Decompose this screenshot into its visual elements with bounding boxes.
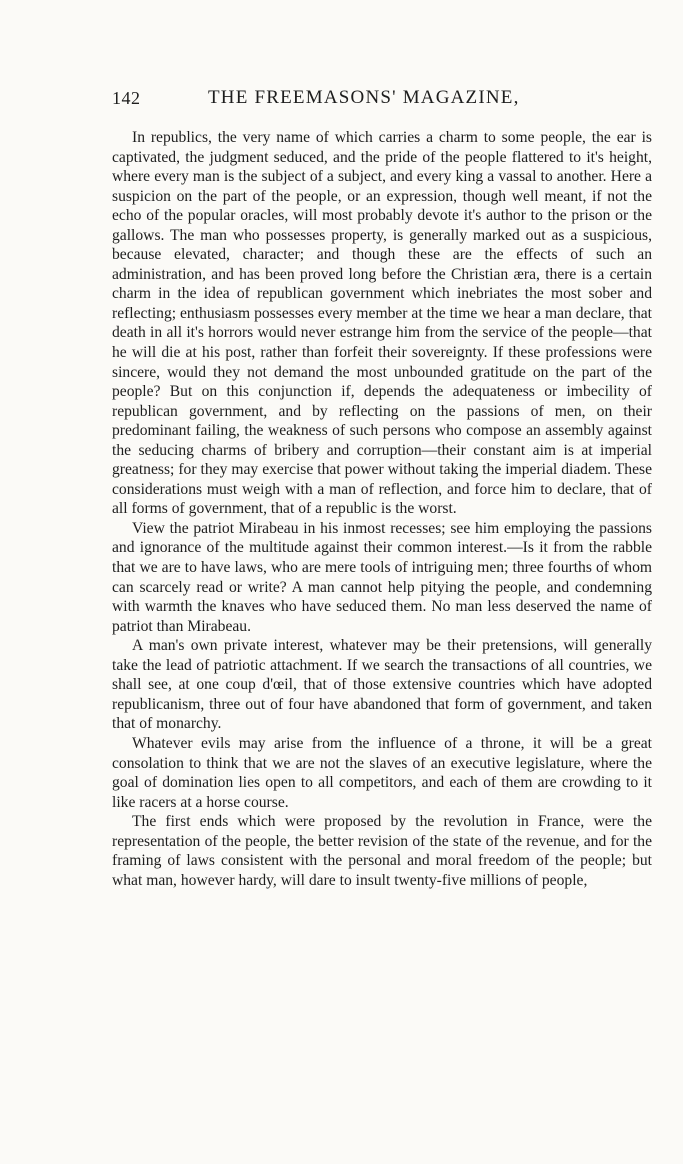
- article-body: [112, 128, 652, 890]
- paragraph-throne: Whatever evils may arise from the influence of a throne, it will be a great consolation to think that we are not the slaves of an executive legislature, where the goal of domination lies open to all competitors, and each of them are crowding to it like racers at a horse course.: [112, 734, 652, 811]
- running-title: THE FREEMASONS' MAGAZINE,: [208, 87, 520, 108]
- paragraph-republics: In republics, the very name of which carries a charm to some people, the ear is captivated, the judgment seduced, and the pride of the people flattered to it's height, where every man is the subject of a subject, and every king a vassal to another. Here a suspicion on the part of the people, or an expression, though well meant, if not the echo of the popular oracles, will most probably devote it's author to the prison or the gallows. The man who possesses property, is generally marked out as a suspicious, because elevated, character; and though these are the effects of such an administration, and has been proved long before the Christian æra, there is a certain charm in the idea of republican government which inebriates the most sober and reflecting; enthusiasm possesses every member at the time we hear a man declare, that death in all it's horrors would never estrange him from the service of the people—that he will die at his post, rather than forfeit their sovereignty. If these professions were sincere, would they not demand the most unbounded gratitude on the part of the people? But on this conjunction if, depends the adequateness or imbecility of republican government, and by reflecting on the passions of men, on their predominant failing, the weakness of such persons who compose an assembly against the seducing charms of bribery and corruption—their constant aim is at imperial greatness; for they may exercise that power without taking the imperial diadem. These considerations must weigh with a man of reflection, and force him to declare, that of all forms of government, that of a republic is the worst.: [112, 129, 652, 518]
- paragraph-revolution: The first ends which were proposed by the revolution in France, were the representation of the people, the better revision of the state of the revenue, and for the framing of laws consistent with the personal and moral freedom of the people; but what man, however hardy, will dare to insult twenty-five millions of people,: [112, 813, 652, 889]
- paragraph-mirabeau: View the patriot Mirabeau in his inmost recesses; see him employing the passions and ignorance of the multitude against their common interest.—Is it from the rabble that we are to have laws, who are mere tools of intriguing men; three fourths of whom can scarcely read or write? A man cannot help pitying the people, and condemning with warmth the knaves who have seduced them. No man less deserved the name of patriot than Mirabeau.: [112, 519, 652, 635]
- page-number: 142: [112, 88, 141, 108]
- paragraph-private-interest: A man's own private interest, whatever may be their pretensions, will generally take the lead of patriotic attachment. If we search the transactions of all countries, we shall see, at one coup d'œil, that of those extensive countries which have adopted republicanism, three out of four have abandoned that form of government, and taken that of monarchy.: [112, 637, 652, 733]
- page-header: [112, 88, 652, 118]
